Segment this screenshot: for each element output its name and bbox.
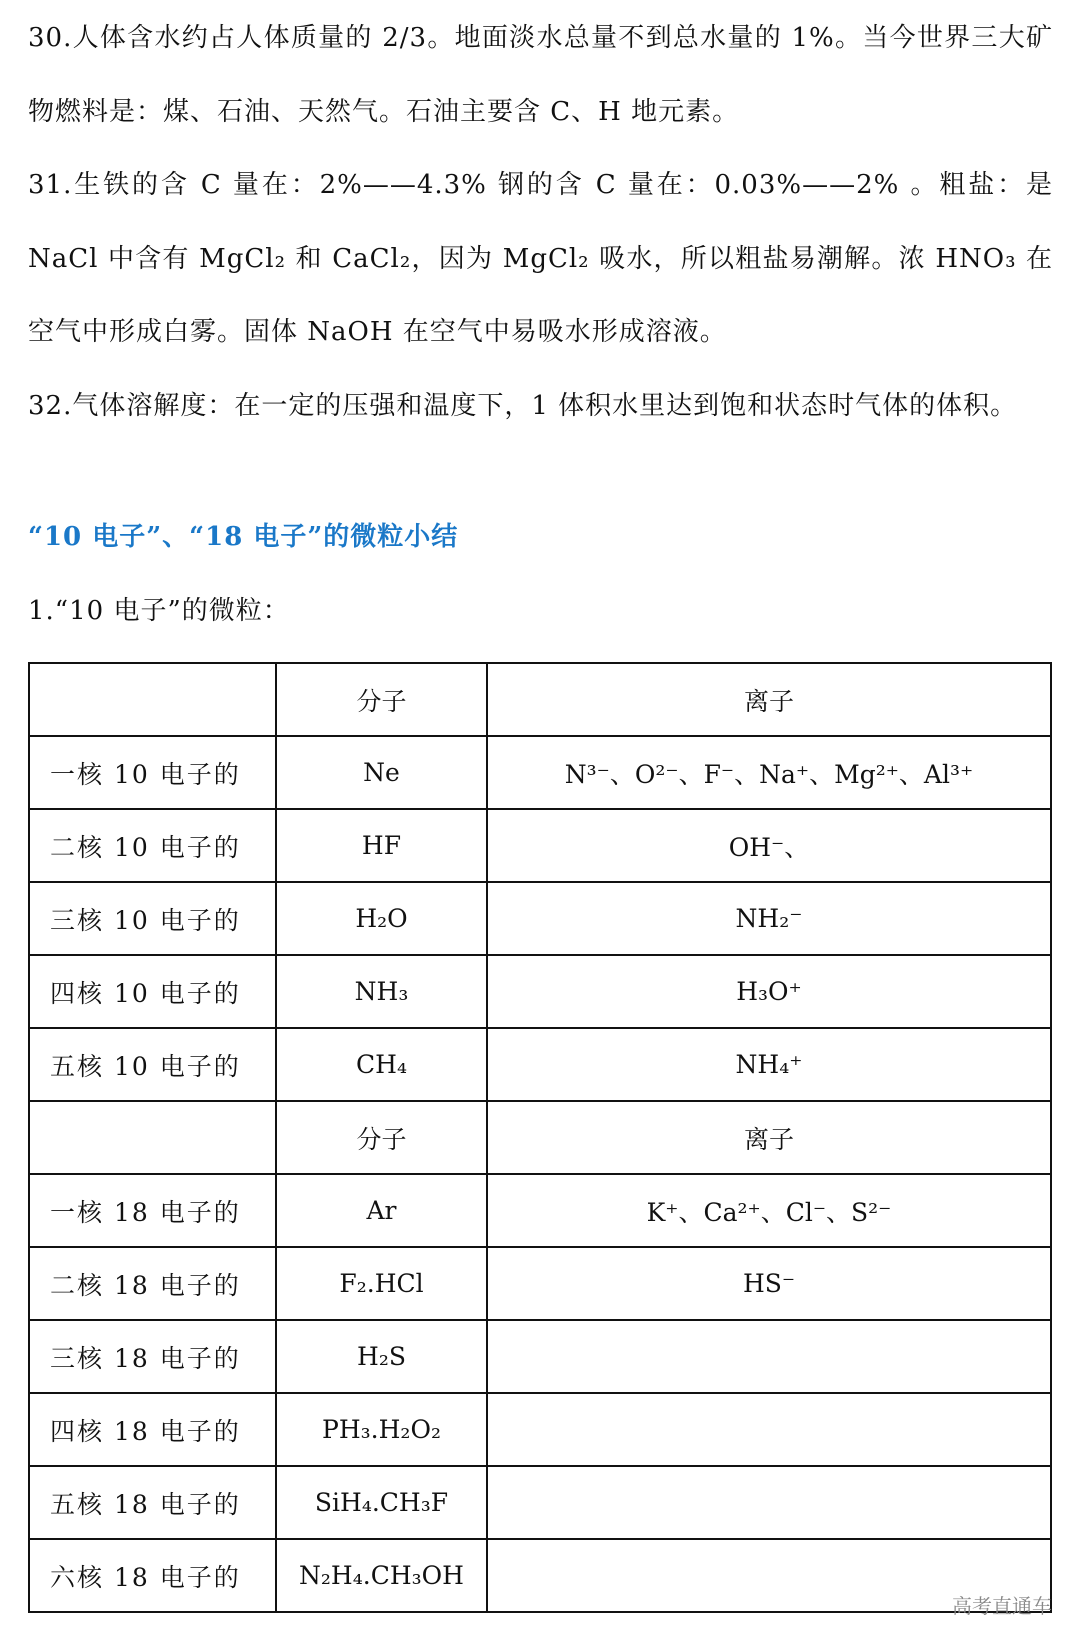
molecule-cell: F₂.HCl bbox=[276, 1247, 487, 1320]
ion-cell: 离子 bbox=[487, 663, 1051, 736]
paragraph-31: 31.生铁的含 C 量在：2%——4.3% 钢的含 C 量在：0.03%——2% 。粗盐：是 NaCl 中含有 MgCl₂ 和 CaCl₂，因为 MgCl₂ 吸水，所以粗盐易潮解。浓 HNO₃ 在空气中形成白雾。固体 NaOH 在空气中易吸水形成溶液。 bbox=[28, 170, 1053, 347]
table-row bbox=[29, 1101, 1051, 1174]
row-label-cell bbox=[29, 663, 276, 736]
ion-cell: NH₄⁺ bbox=[487, 1028, 1051, 1101]
row-label-cell: 二核 18 电子的 bbox=[29, 1247, 276, 1320]
row-label-cell: 一核 18 电子的 bbox=[29, 1174, 276, 1247]
table-row bbox=[29, 663, 1051, 736]
ion-cell bbox=[487, 1320, 1051, 1393]
molecule-cell: SiH₄.CH₃F bbox=[276, 1466, 487, 1539]
ion-cell bbox=[487, 1393, 1051, 1466]
row-label-cell: 五核 18 电子的 bbox=[29, 1466, 276, 1539]
table-row bbox=[29, 1028, 1051, 1101]
molecule-cell: PH₃.H₂O₂ bbox=[276, 1393, 487, 1466]
molecule-cell: NH₃ bbox=[276, 955, 487, 1028]
table-row bbox=[29, 1393, 1051, 1466]
molecule-cell: H₂O bbox=[276, 882, 487, 955]
molecule-cell: N₂H₄.CH₃OH bbox=[276, 1539, 487, 1612]
table-row bbox=[29, 1320, 1051, 1393]
table-row bbox=[29, 736, 1051, 809]
ion-cell: OH⁻、 bbox=[487, 809, 1051, 882]
table-row bbox=[29, 1466, 1051, 1539]
section-heading: “10 电子”、“18 电子”的微粒小结 bbox=[28, 522, 459, 552]
molecule-cell: Ar bbox=[276, 1174, 487, 1247]
document-body bbox=[28, 2, 1053, 443]
molecule-cell: 分子 bbox=[276, 663, 487, 736]
row-label-cell: 六核 18 电子的 bbox=[29, 1539, 276, 1612]
table-row bbox=[29, 1247, 1051, 1320]
molecule-cell: CH₄ bbox=[276, 1028, 487, 1101]
table-row bbox=[29, 955, 1051, 1028]
row-label-cell: 三核 10 电子的 bbox=[29, 882, 276, 955]
molecule-cell: H₂S bbox=[276, 1320, 487, 1393]
row-label-cell bbox=[29, 1101, 276, 1174]
ion-cell: N³⁻、O²⁻、F⁻、Na⁺、Mg²⁺、Al³⁺ bbox=[487, 736, 1051, 809]
row-label-cell: 五核 10 电子的 bbox=[29, 1028, 276, 1101]
ion-cell bbox=[487, 1466, 1051, 1539]
ion-cell: H₃O⁺ bbox=[487, 955, 1051, 1028]
paragraph-32: 32.气体溶解度：在一定的压强和温度下，1 体积水里达到饱和状态时气体的体积。 bbox=[28, 390, 1018, 421]
row-label-cell: 一核 10 电子的 bbox=[29, 736, 276, 809]
row-label-cell: 四核 10 电子的 bbox=[29, 955, 276, 1028]
ion-cell: K⁺、Ca²⁺、Cl⁻、S²⁻ bbox=[487, 1174, 1051, 1247]
table-row bbox=[29, 882, 1051, 955]
table-row bbox=[29, 1174, 1051, 1247]
subheading: 1.“10 电子”的微粒： bbox=[28, 596, 290, 626]
ion-cell: 离子 bbox=[487, 1101, 1051, 1174]
ion-cell: NH₂⁻ bbox=[487, 882, 1051, 955]
table-row bbox=[29, 1539, 1051, 1612]
row-label-cell: 三核 18 电子的 bbox=[29, 1320, 276, 1393]
row-label-cell: 二核 10 电子的 bbox=[29, 809, 276, 882]
table-row bbox=[29, 809, 1051, 882]
molecule-cell: 分子 bbox=[276, 1101, 487, 1174]
molecule-cell: HF bbox=[276, 809, 487, 882]
paragraph-30: 30.人体含水约占人体质量的 2/3。地面淡水总量不到总水量的 1%。当今世界三大矿物燃料是：煤、石油、天然气。石油主要含 C、H 地元素。 bbox=[28, 23, 1053, 127]
ion-cell: HS⁻ bbox=[487, 1247, 1051, 1320]
row-label-cell: 四核 18 电子的 bbox=[29, 1393, 276, 1466]
electron-particle-table bbox=[28, 662, 1052, 1613]
molecule-cell: Ne bbox=[276, 736, 487, 809]
watermark: 高考直通车 bbox=[952, 1594, 1052, 1618]
